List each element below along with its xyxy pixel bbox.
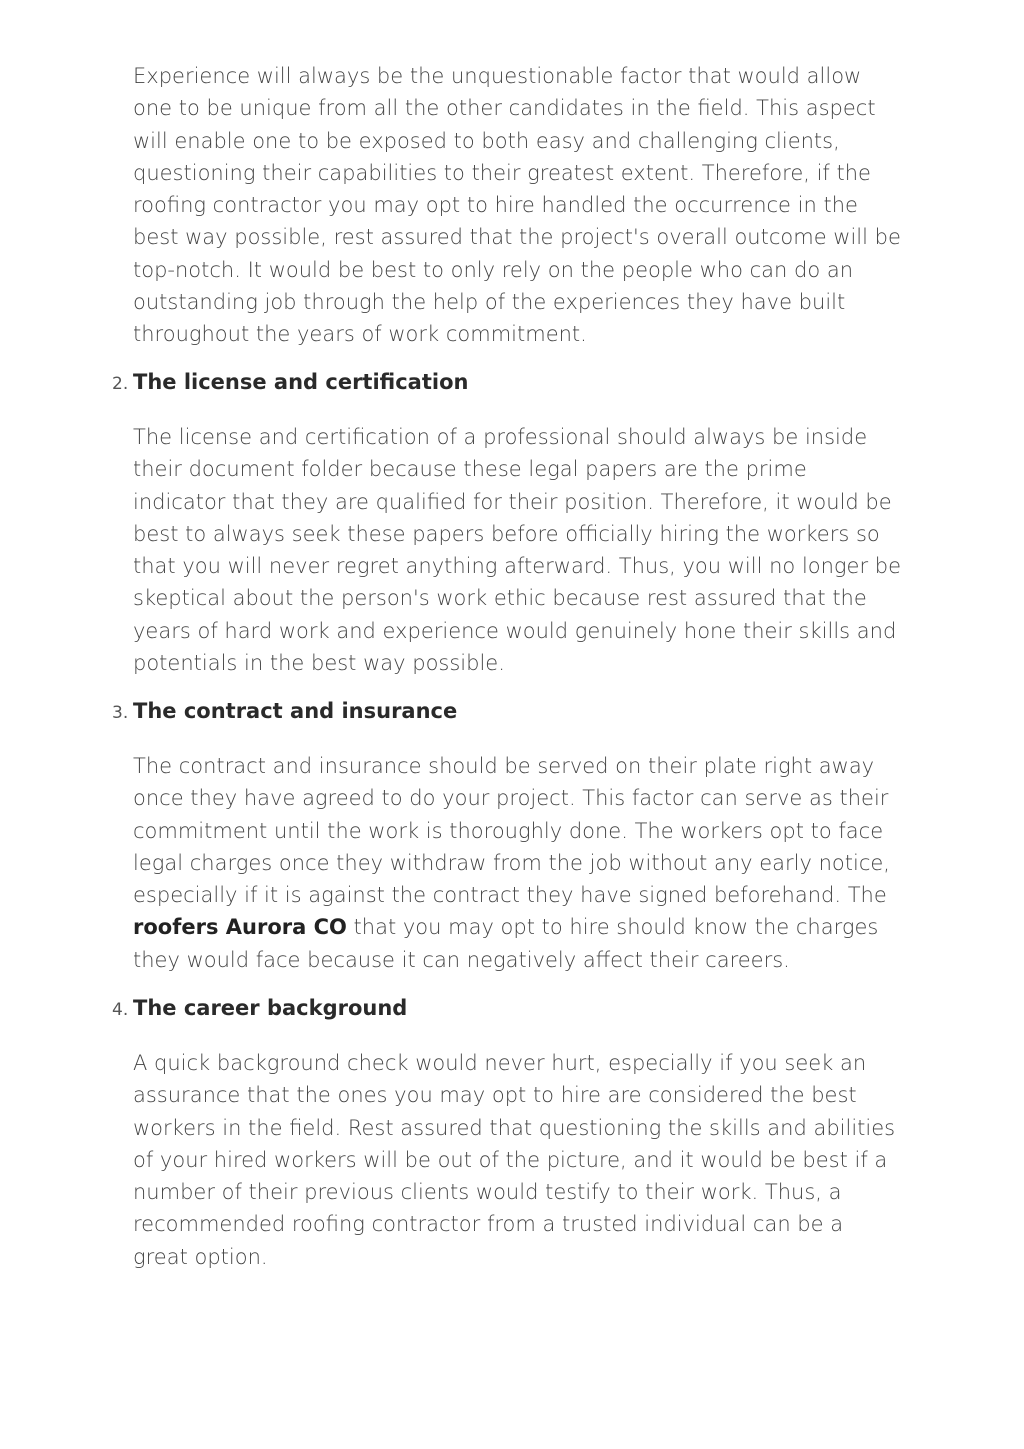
section-title: The contract and insurance (133, 699, 458, 723)
section-title: The license and certification (133, 370, 469, 394)
list-number: 4. (112, 1000, 129, 1020)
paragraph-line: will enable one to be exposed to both easy and challenging clients, (133, 128, 840, 153)
section-title: The career background (133, 996, 408, 1020)
paragraph-line: Experience will always be the unquestionable factor that would allow (133, 64, 862, 88)
paragraph-line: legal charges once they withdraw from the job without any early notice, (133, 850, 890, 875)
paragraph-line-rest: that you may opt to hire should know the charges (346, 915, 879, 940)
section-paragraph-career (133, 1047, 983, 1273)
paragraph-line: The contract and insurance should be served on their plate right away (133, 754, 875, 778)
paragraph-line: they would face because it can negatively affect their careers. (133, 947, 790, 972)
paragraph-line: once they have agreed to do your project. This factor can serve as their (133, 786, 889, 811)
section-paragraph-license (133, 421, 983, 679)
list-number: 2. (112, 374, 129, 394)
list-number: 3. (112, 703, 129, 723)
paragraph-line: workers in the field. Rest assured that questioning the skills and abilities (133, 1115, 896, 1140)
paragraph-line: A quick background check would never hurt, especially if you seek an (133, 1051, 867, 1075)
paragraph-line: recommended roofing contractor from a trusted individual can be a (133, 1212, 844, 1237)
paragraph-line: top-notch. It would be best to only rely on the people who can do an (133, 257, 854, 282)
section-paragraph-contract (133, 750, 983, 976)
paragraph-line: questioning their capabilities to their greatest extent. Therefore, if the (133, 160, 871, 185)
paragraph-line: especially if it is against the contract they have signed beforehand. The (133, 883, 887, 908)
intro-paragraph (133, 60, 983, 351)
paragraph-line: assurance that the ones you may opt to hire are considered the best (133, 1083, 857, 1108)
paragraph-line: number of their previous clients would testify to their work. Thus, a (133, 1180, 842, 1205)
section-heading-contract (112, 699, 457, 731)
paragraph-line: throughout the years of work commitment. (133, 322, 587, 347)
paragraph-line: best way possible, rest assured that the project's overall outcome will be (133, 225, 901, 250)
paragraph-line: roofing contractor you may opt to hire handled the occurrence in the (133, 193, 858, 218)
paragraph-line: potentials in the best way possible. (133, 651, 505, 676)
paragraph-line: one to be unique from all the other candidates in the field. This aspect (133, 96, 876, 121)
paragraph-line: that you will never regret anything afterward. Thus, you will no longer be (133, 554, 902, 579)
paragraph-line (133, 911, 983, 943)
paragraph-line: indicator that they are qualified for their position. Therefore, it would be (133, 489, 892, 514)
paragraph-line: years of hard work and experience would genuinely hone their skills and (133, 618, 897, 643)
paragraph-line: commitment until the work is thoroughly done. The workers opt to face (133, 818, 884, 843)
section-heading-career (112, 996, 407, 1028)
section-heading-license (112, 370, 468, 402)
paragraph-line: best to always seek these papers before officially hiring the workers so (133, 521, 880, 546)
paragraph-line: The license and certification of a professional should always be inside (133, 425, 868, 449)
paragraph-line: of your hired workers will be out of the picture, and it would be best if a (133, 1147, 888, 1172)
paragraph-line: skeptical about the person's work ethic because rest assured that the (133, 586, 867, 611)
paragraph-line: their document folder because these legal papers are the prime (133, 457, 807, 482)
paragraph-line: outstanding job through the help of the experiences they have built (133, 290, 846, 315)
paragraph-line: great option. (133, 1244, 268, 1269)
roofers-aurora-link-text: roofers Aurora CO (133, 915, 347, 940)
